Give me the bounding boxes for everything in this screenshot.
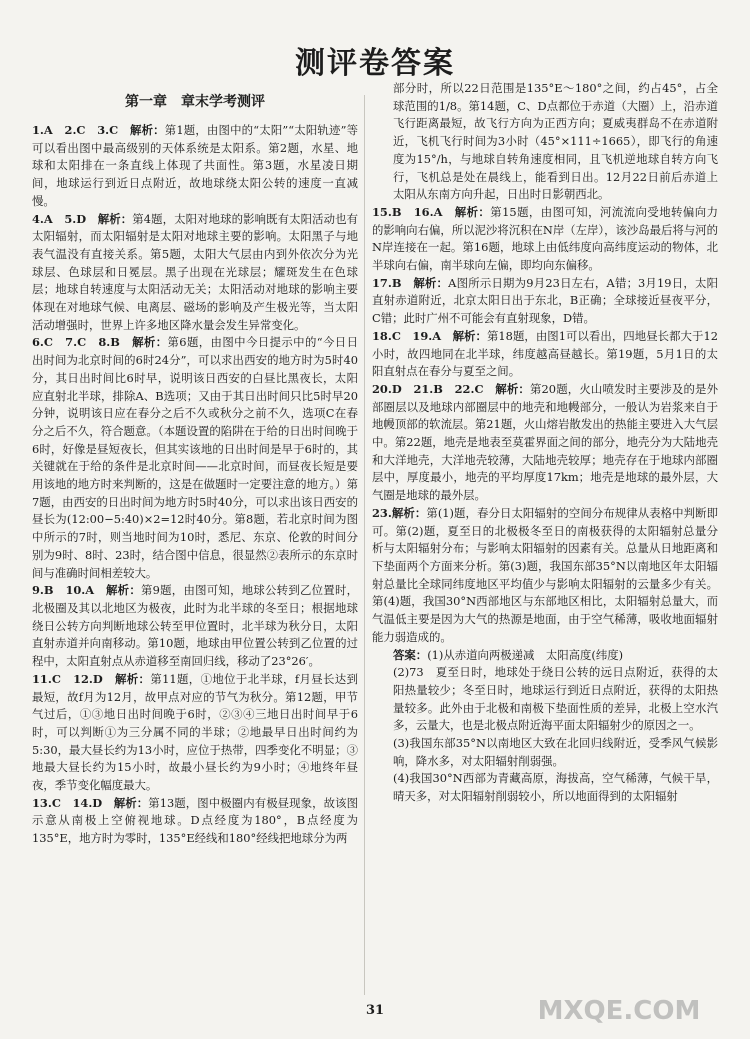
- answer-entry: [32, 795, 358, 848]
- question-number: 18.: [372, 328, 392, 343]
- analysis-label: 解析：: [452, 328, 487, 343]
- analysis-label: 解析：: [132, 335, 168, 350]
- question-number: 6.: [32, 335, 44, 350]
- answer-text: 第9题，由图可知，地球公转到乙位置时，北极圈及其以北地区为极夜，此时为北半球的冬至日；根据地球绕日公转方向判断地球公转至甲位置时，北半球为秋分日，太阳直射赤道并向南移动。第10题，地球由甲位置公转到乙位置的过程中，太阳直射点从赤道移至南回归线，移动了23°26′。: [32, 583, 358, 669]
- answer-text: 第1题，由图中的“太阳”“太阳轨迹”等可以看出图中最高级别的天体系统是太阳系。第2题，水星、地球和太阳排在一条直线上体现了共面性。第3题，水星凌日期间，地球运行到近日点附近，故地球绕太阳公转的速度一直减慢。: [32, 123, 358, 208]
- answer-entry: [372, 664, 718, 735]
- answer-text: A图所示日期为9月23日左右，A错；3月19日，太阳直射赤道附近，北京太阳日出于东北，B正确；全球接近昼夜平分，C错；此时广州不可能会有直射现象，D错。: [372, 275, 718, 326]
- answer-keys: C 19.A: [391, 328, 442, 343]
- analysis-label: 解析：: [413, 275, 449, 290]
- answer-entry: [372, 204, 718, 275]
- answer-keys: C 12.D: [51, 671, 103, 686]
- answer-text: 第(1)题，春分日太阳辐射的空间分布规律从表格中判断即可。第(2)题，夏至日的北极极冬至日的南极获得的太阳辐射总量分析与太阳辐射分布；与影响太阳辐射的因素有关。总量从日地距离和下垫面两个方面来分析。第(3)题，我国东部35°N以南地区年太阳辐射总量比全球同纬度地区平均值少与影响太阳辐射的云量多少有关。第(4)题，我国30°N西部地区与东部地区相比，太阳辐射总量大，而气温低主要是因为大气的热源是地面，由于空气稀薄，吸收地面辐射能力弱造成的。: [372, 505, 718, 644]
- answer-entry: [32, 671, 358, 795]
- answer-text: 第6题，由图中今日提示中的“今日日出时间为北京时间的6时24分”，可以求出西安的地方时为5时40分，其日出时间比6时早，说明该日西安的白昼比黑夜长，太阳应直射北半球，排除A、B选项；又由于其日出时间只比5时早20分钟，说明该日应在春分之后不久或秋分之前不久，选项C在春分之后不久，符合题意。（本题设置的陷阱在于给的日出时间晚于6时，好像是昼短夜长，但其实该地的日出时间是早于6时的，其关键就在于给的条件是北京时间——北京时间，而昼夜长短是要用该地的地方时来判断的，这是在做题时一定要注意的地方。）第7题，由西安的日出时间为地方时5时40分，可以求出该日西安的昼长为(12:00−5:40)×2=12时40分。第8题，若北京时间为图中所示的7时，则当地时间为10时，悉尼、东京、伦敦的时间分别为9时、8时、23时，结合图中信息，很显然②表所示的东京时间与准确时间相差较大。: [32, 335, 358, 580]
- answer-entry: [32, 211, 358, 335]
- column-divider: [364, 95, 365, 995]
- answer-entry: [32, 582, 358, 671]
- answer-text: 第18题，由图1可以看出，四地昼长都大于12小时，故四地同在北半球，纬度越高昼越长。第19题，5月1日的太阳直射点在春分与夏至之间。: [372, 328, 718, 379]
- watermark-logo: MXQE.COM: [537, 996, 701, 1026]
- answer-text: (1)从赤道向两极递减 太阳高度(纬度): [427, 647, 624, 662]
- answer-entry: [372, 647, 718, 665]
- analysis-label: 解析：: [113, 795, 149, 810]
- chapter-title: 第一章 章末学考测评: [125, 94, 265, 110]
- answer-text: 第13题，图中极圈内有极昼现象，故该图示意从南极上空俯视地球。D点经度为180°，B点经度为135°E，地方时为零时，135°E经线和180°经线把地球分为两: [32, 795, 358, 846]
- analysis-label: 解析：: [391, 505, 427, 520]
- answer-keys: A 2.C 3.C: [43, 123, 119, 137]
- question-number: 23.: [372, 505, 392, 520]
- answer-keys: A 5.D: [43, 211, 87, 226]
- analysis-label: 答案：: [393, 647, 428, 662]
- answer-keys: B: [391, 275, 402, 290]
- analysis-label: 解析：: [129, 123, 165, 137]
- answer-entry: [372, 80, 718, 204]
- question-number: 1.: [32, 123, 44, 137]
- answer-keys: B 10.A: [43, 583, 95, 598]
- left-entries: [32, 122, 358, 848]
- answer-text: 第11题，①地位于北半球，f月昼长达到最短，故f月为12月，故甲点对应的节气为秋分。第12题，甲节气过后，①③地日出时间晚于6时，②③④三地日出时间早于6时，可以判断①为三分属不同的半球；②地最早日出时间约为5:30，最大昼长约为13小时，应位于热带，四季变化不明显；③地最大昼长约为15小时，故最小昼长约为9小时；④地终年昼夜，季节变化幅度最大。: [32, 671, 358, 793]
- answer-entry: [372, 505, 718, 647]
- right-entries: [372, 80, 718, 806]
- answer-text: 第4题，太阳对地球的影响既有太阳活动也有太阳辐射，而太阳辐射是太阳对地球主要的影响。太阳黑子与地表气温没有直接关系。第5题，太阳大气层由内到外依次分为光球层、色球层和日冕层。黑子出现在光球层；耀斑发生在色球层；地球自转速度与太阳活动无关；太阳活动对地球的影响主要体现在对地球气候、电离层、磁场的影响及产生极光等，当太阳活动增强时，世界上许多地区降水量会发生异常变化。: [32, 211, 358, 332]
- answer-entry: [372, 328, 718, 381]
- analysis-label: 解析：: [106, 583, 141, 598]
- answer-keys: D 21.B 22.C: [391, 381, 484, 396]
- right-column: [372, 80, 718, 806]
- answer-keys: C 7.C 8.B: [43, 335, 120, 350]
- question-number: 11.: [32, 671, 52, 686]
- answer-text: (3)我国东部35°N以南地区大致在北回归线附近，受季风气候影响，降水多，对太阳辐射削弱强。: [393, 736, 718, 768]
- page-number: 31: [365, 1003, 385, 1018]
- answer-keys: B 16.A: [391, 204, 443, 219]
- question-number: 17.: [372, 275, 392, 290]
- analysis-label: 解析：: [97, 211, 133, 226]
- answer-keys: C 14.D: [51, 795, 103, 810]
- answer-text: 第20题，火山喷发时主要涉及的是外部圈层以及地球内部圈层中的地壳和地幔部分，一般认为岩浆来自于地幔顶部的软流层。第21题，火山熔岩散发出的热能主要进入大气层中。第22题，地壳是地表至莫霍界面之间的部分，地壳分为大陆地壳和大洋地壳，大洋地壳较薄，大陆地壳较厚；地壳存在于地球内部圈层中，厚度最小，地壳的平均厚度17km；地壳是地球的最外层，大气圈是地球的最外层。: [372, 381, 718, 503]
- left-column: [32, 92, 358, 848]
- answer-entry: [32, 334, 358, 582]
- question-number: 20.: [372, 381, 392, 396]
- answer-entry: [372, 275, 718, 328]
- question-number: 4.: [32, 211, 44, 226]
- analysis-label: 解析：: [114, 671, 151, 686]
- answer-text: (4)我国30°N西部为青藏高原，海拔高，空气稀薄，气候干旱，晴天多，对太阳辐射削弱较小，所以地面得到的太阳辐射: [393, 771, 718, 804]
- answer-entry: [372, 381, 718, 505]
- answer-entry: [32, 122, 358, 211]
- question-number: 13.: [32, 795, 52, 810]
- answer-text: 部分时，所以22日范围是135°E～180°之间，约占45°，占全球范围的1/8。第14题，C、D点都位于赤道（大圈）上，沿赤道飞行距离最短，故飞行方向为正西方向；夏威夷群岛不在赤道附近，飞机飞行时间为3小时（45°×111÷1665），即飞行的角速度为15°/h，与地球自转角速度相同，且飞机逆地球自转方向飞行，飞机总是处在晨线上，能看到日出。12月22日前后赤道上太阳从东南方向升起，日出时日影朝西北。: [393, 81, 718, 202]
- answer-entry: [372, 735, 718, 770]
- question-number: 15.: [372, 204, 392, 219]
- page-title: 测评卷答案: [295, 46, 455, 81]
- question-number: 9.: [32, 583, 44, 598]
- analysis-label: 解析：: [495, 381, 530, 396]
- answer-text: 第15题，由图可知，河流流向受地转偏向力的影响向右偏，所以泥沙将沉积在N岸（左岸），该沙岛最后将与河的N岸连接在一起。第16题，地球上由低纬度向高纬度运动的物体，北半球向右偏，南半球向左偏，即均向东偏移。: [372, 204, 718, 273]
- answer-text: (2)73 夏至日时，地球处于绕日公转的远日点附近，获得的太阳热量较少；冬至日时，地球运行到近日点附近，获得的太阳热量较多。此外由于北极和南极下垫面性质的差异，北极上空水汽多，云量大，也是北极点附近海平面太阳辐射少的原因之一。: [393, 665, 718, 733]
- answer-entry: [372, 770, 718, 805]
- analysis-label: 解析：: [454, 204, 491, 219]
